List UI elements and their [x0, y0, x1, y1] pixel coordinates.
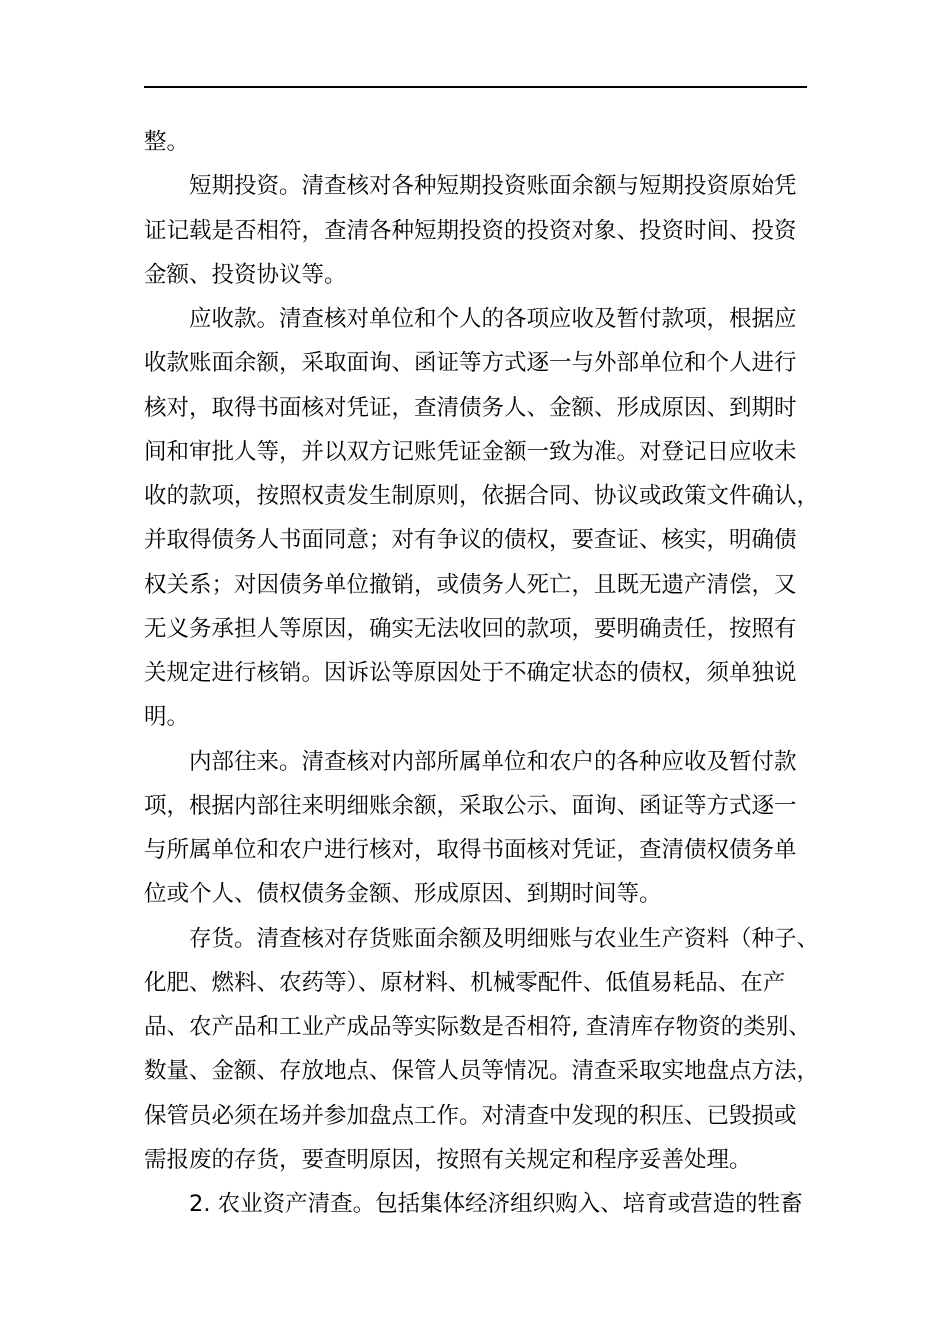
- text-line: 2. 农业资产清查。包括集体经济组织购入、培育或营造的牲畜: [189, 1191, 803, 1217]
- text-line: 并取得债务人书面同意；对有争议的债权，要查证、核实，明确债: [144, 527, 797, 554]
- text-line: 无义务承担人等原因，确实无法收回的款项，要明确责任，按照有: [144, 615, 797, 642]
- text-line: 存货。清查核对存货账面余额及明细账与农业生产资料（种子、: [189, 925, 820, 952]
- text-line: 需报废的存货，要查明原因，按照有关规定和程序妥善处理。: [144, 1146, 752, 1173]
- text-line: 项，根据内部往来明细账余额，采取公示、面询、函证等方式逐一: [144, 792, 797, 819]
- text-line: 应收款。清查核对单位和个人的各项应收及暂付款项，根据应: [189, 306, 797, 332]
- text-line: 权关系；对因债务单位撤销，或债务人死亡，且既无遗产清偿，又: [144, 571, 797, 598]
- text-line: 内部往来。清查核对内部所属单位和农户的各种应收及暂付款: [189, 748, 797, 775]
- text-line: 金额、投资协议等。: [144, 261, 347, 288]
- text-line: 位或个人、债权债务金额、形成原因、到期时间等。: [144, 881, 662, 908]
- text-line: 短期投资。清查核对各种短期投资账面余额与短期投资原始凭: [189, 173, 797, 200]
- text-line: 化肥、燃料、农药等）、原材料、机械零配件、低值易耗品、在产: [144, 969, 786, 996]
- text-line: 收款账面余额，采取面询、函证等方式逐一与外部单位和个人进行: [144, 350, 797, 377]
- text-line: 保管员必须在场并参加盘点工作。对清查中发现的积压、已毁损或: [144, 1102, 797, 1129]
- text-line: 关规定进行核销。因诉讼等原因处于不确定状态的债权，须单独说: [144, 660, 797, 686]
- text-line: 数量、金额、存放地点、保管人员等情况。清查采取实地盘点方法，: [144, 1058, 820, 1085]
- text-line: 品、农产品和工业产成品等实际数是否相符, 查清库存物资的类别、: [144, 1014, 811, 1040]
- body-text: [144, 120, 820, 1226]
- text-line: 核对，取得书面核对凭证，查清债务人、金额、形成原因、到期时: [144, 394, 797, 421]
- text-line: 收的款项，按照权责发生制原则，依据合同、协议或政策文件确认，: [144, 483, 820, 509]
- text-line: 整。: [144, 129, 190, 155]
- text-line: 与所属单位和农户进行核对，取得书面核对凭证，查清债权债务单: [144, 837, 797, 863]
- header-rule: [144, 86, 807, 88]
- text-line: 明。: [144, 704, 190, 731]
- text-line: 证记载是否相符，查清各种短期投资的投资对象、投资时间、投资: [144, 217, 797, 244]
- text-line: 间和审批人等，并以双方记账凭证金额一致为准。对登记日应收未: [144, 438, 797, 465]
